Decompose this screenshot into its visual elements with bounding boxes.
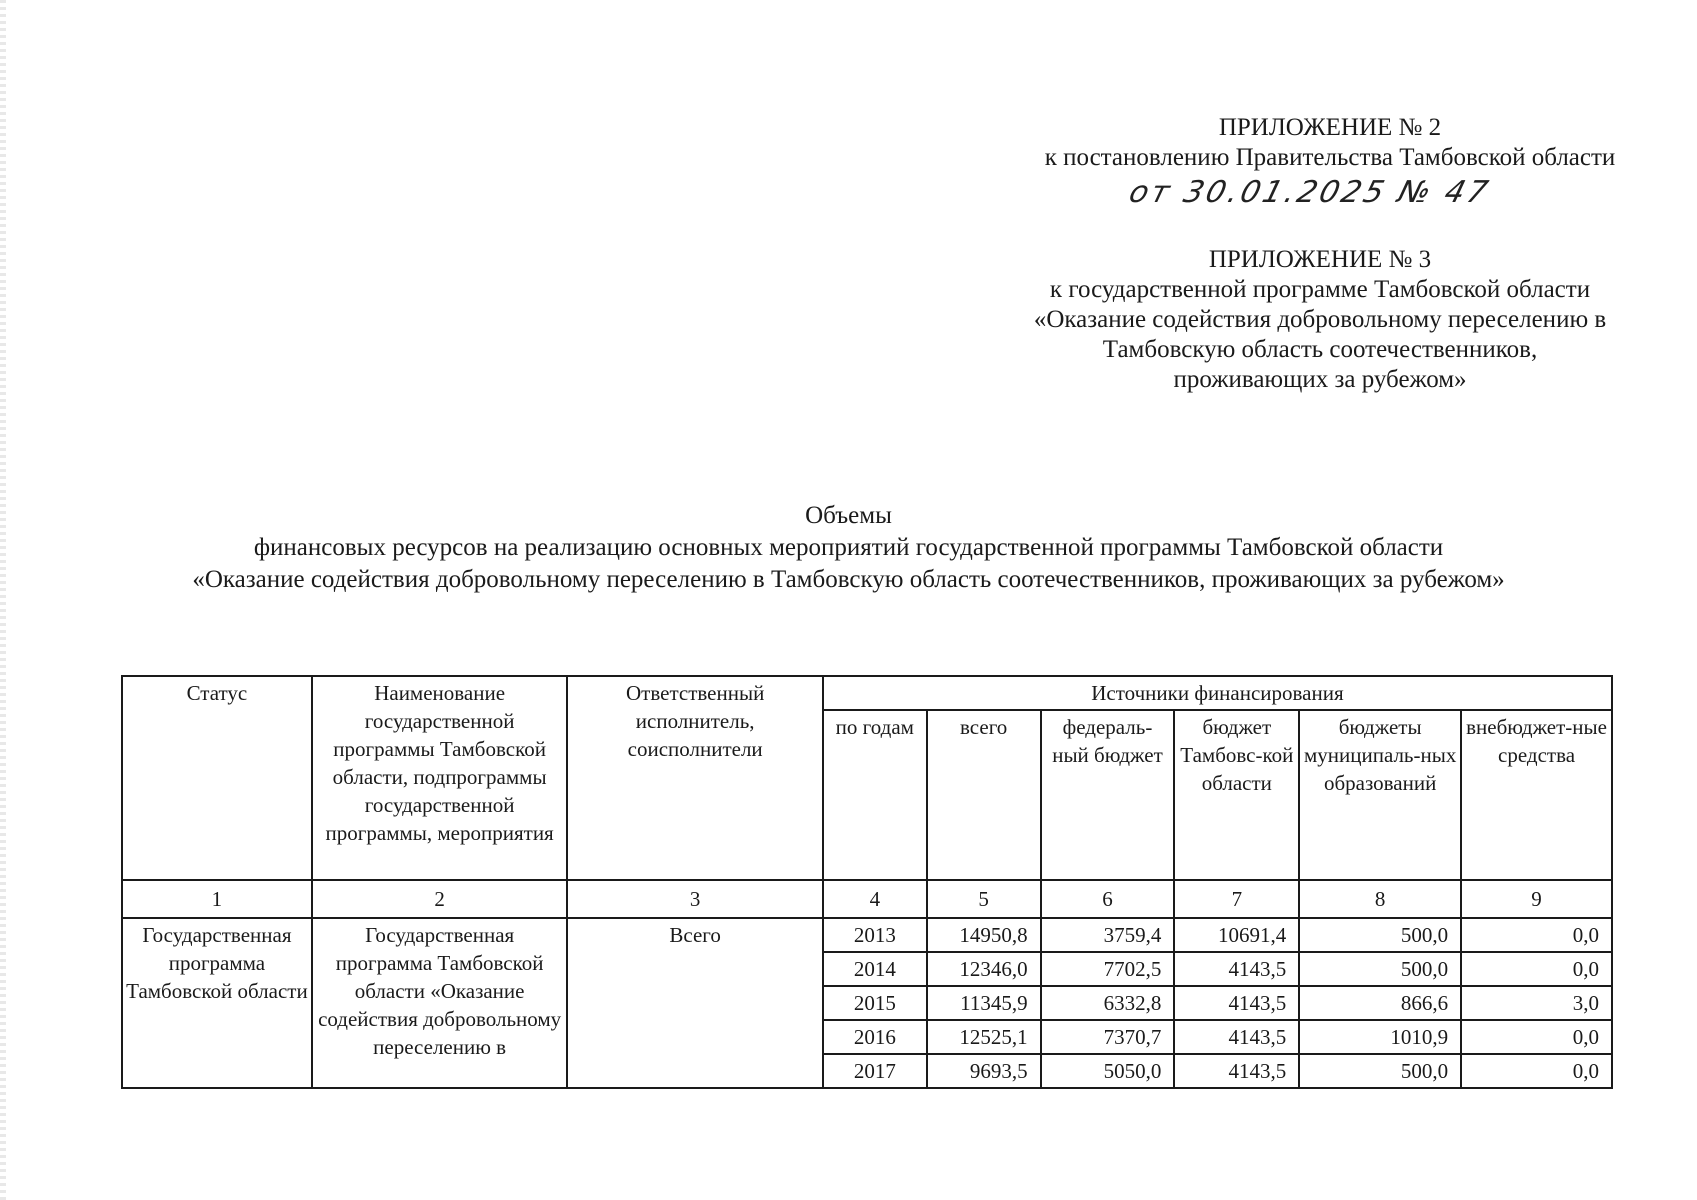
header-sources: Источники финансирования	[823, 676, 1612, 710]
municipal-cell: 1010,9	[1299, 1020, 1461, 1054]
column-number: 6	[1041, 880, 1175, 918]
column-number: 9	[1461, 880, 1612, 918]
federal-cell: 3759,4	[1041, 918, 1175, 952]
column-number: 8	[1299, 880, 1461, 918]
extrabudget-cell: 0,0	[1461, 952, 1612, 986]
column-number: 3	[567, 880, 823, 918]
executor-cell: Всего	[567, 918, 823, 1088]
status-cell: Государственная программа Тамбовской области	[122, 918, 312, 1088]
column-number: 4	[823, 880, 927, 918]
appendix-2-block	[1000, 113, 1660, 173]
total-cell: 9693,5	[927, 1054, 1041, 1088]
column-number: 5	[927, 880, 1041, 918]
year-cell: 2015	[823, 986, 927, 1020]
header-regional: бюджет Тамбовс-кой области	[1174, 710, 1299, 880]
header-status: Статус	[122, 676, 312, 880]
regional-cell: 10691,4	[1174, 918, 1299, 952]
regional-cell: 4143,5	[1174, 1054, 1299, 1088]
appendix-3-line-1: к государственной программе Тамбовской области	[1049, 276, 1591, 303]
header-municipal: бюджеты муниципаль-ных образований	[1299, 710, 1461, 880]
year-cell: 2014	[823, 952, 927, 986]
header-extrabudget: внебюджет-ные средства	[1461, 710, 1612, 880]
appendix-2-title: ПРИЛОЖЕНИЕ № 2	[1218, 114, 1442, 141]
federal-cell: 7370,7	[1041, 1020, 1175, 1054]
extrabudget-cell: 0,0	[1461, 918, 1612, 952]
appendix-3-title: ПРИЛОЖЕНИЕ № 3	[1208, 246, 1432, 273]
appendix-2-line: к постановлению Правительства Тамбовской области	[1044, 144, 1616, 171]
column-number-row	[122, 880, 1612, 918]
appendix-3-line-3: Тамбовскую область соотечественников,	[1102, 336, 1538, 363]
handwritten-date-number: от 30.01.2025 № 47	[1125, 175, 1495, 210]
appendix-3-block	[990, 245, 1650, 395]
total-cell: 12346,0	[927, 952, 1041, 986]
regional-cell: 4143,5	[1174, 1020, 1299, 1054]
year-cell: 2017	[823, 1054, 927, 1088]
extrabudget-cell: 3,0	[1461, 986, 1612, 1020]
regional-cell: 4143,5	[1174, 952, 1299, 986]
header-total: всего	[927, 710, 1041, 880]
municipal-cell: 866,6	[1299, 986, 1461, 1020]
regional-cell: 4143,5	[1174, 986, 1299, 1020]
program-name-cell: Государственная программа Тамбовской области «Оказание содействия добровольному переселению в	[312, 918, 568, 1088]
document-title	[0, 500, 1697, 596]
header-name: Наименование государственной программы Тамбовской области, подпрограммы государственной программы, мероприятия	[312, 676, 568, 880]
table-row	[122, 918, 1612, 952]
municipal-cell: 500,0	[1299, 918, 1461, 952]
total-cell: 14950,8	[927, 918, 1041, 952]
municipal-cell: 500,0	[1299, 952, 1461, 986]
appendix-3-line-4: проживающих за рубежом»	[1173, 366, 1467, 393]
total-cell: 12525,1	[927, 1020, 1041, 1054]
document-title-line-2: финансовых ресурсов на реализацию основных мероприятий государственной программы Тамбовской области	[253, 534, 1444, 561]
column-number: 7	[1174, 880, 1299, 918]
document-title-line-3: «Оказание содействия добровольному переселению в Тамбовскую область соотечественников, проживающих за рубежом»	[192, 566, 1505, 593]
header-executor: Ответственный исполнитель, соисполнители	[567, 676, 823, 880]
scan-edge	[0, 0, 6, 1200]
extrabudget-cell: 0,0	[1461, 1020, 1612, 1054]
federal-cell: 7702,5	[1041, 952, 1175, 986]
financing-table	[121, 675, 1613, 1089]
federal-cell: 5050,0	[1041, 1054, 1175, 1088]
year-cell: 2013	[823, 918, 927, 952]
column-number: 2	[312, 880, 568, 918]
header-by-year: по годам	[823, 710, 927, 880]
municipal-cell: 500,0	[1299, 1054, 1461, 1088]
extrabudget-cell: 0,0	[1461, 1054, 1612, 1088]
column-number: 1	[122, 880, 312, 918]
federal-cell: 6332,8	[1041, 986, 1175, 1020]
header-federal: федераль-ный бюджет	[1041, 710, 1175, 880]
year-cell: 2016	[823, 1020, 927, 1054]
total-cell: 11345,9	[927, 986, 1041, 1020]
appendix-3-line-2: «Оказание содействия добровольному переселению в	[1033, 306, 1607, 333]
header-row-1	[122, 676, 1612, 710]
document-title-line-1: Объемы	[805, 502, 892, 529]
